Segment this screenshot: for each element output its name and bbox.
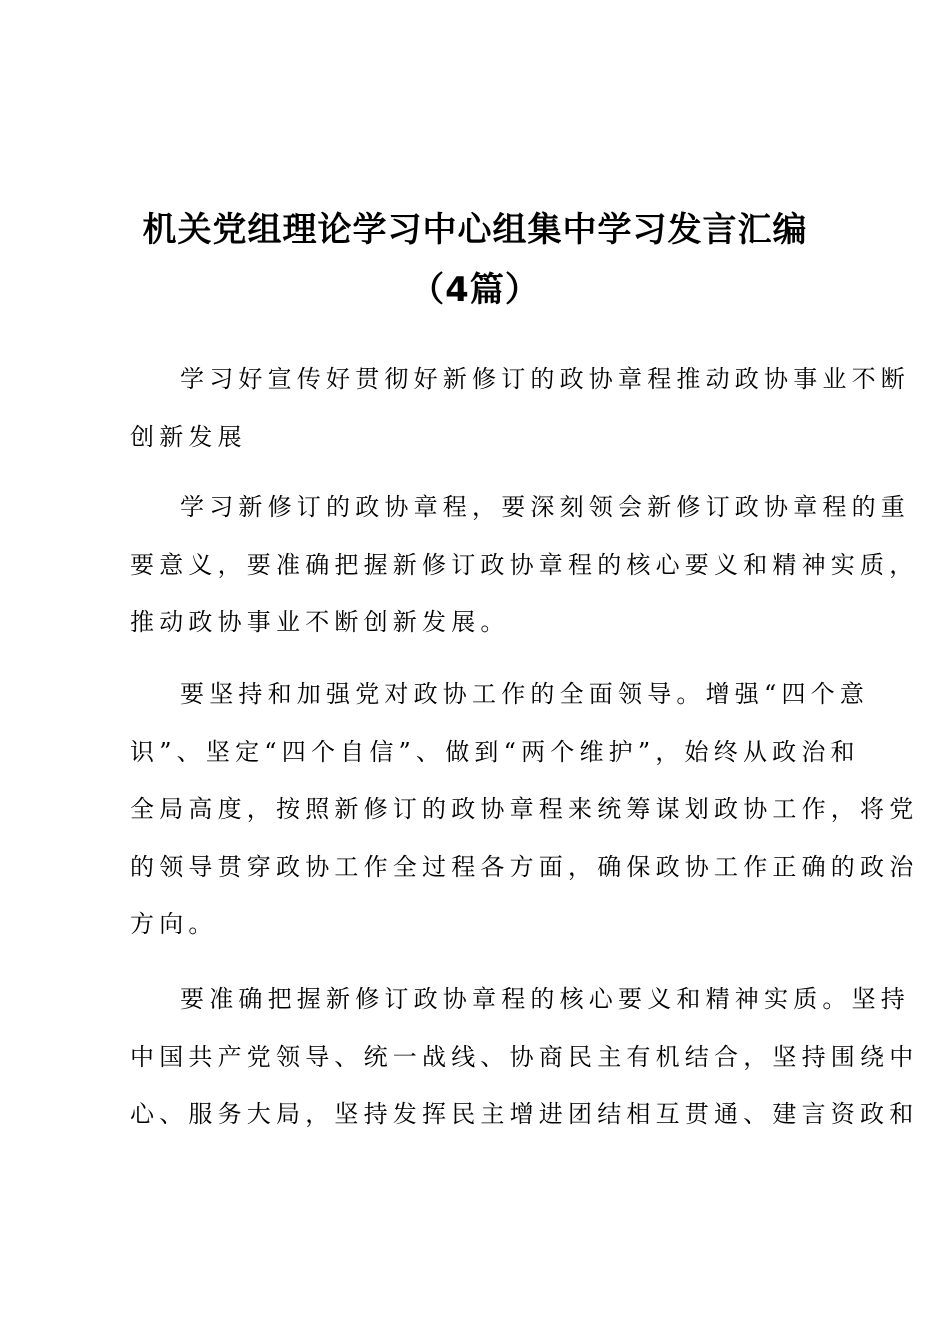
paragraph-line: 全局高度，按照新修订的政协章程来统筹谋划政协工作，将党 [130,795,919,823]
paragraph-line: 学习好宣传好贯彻好新修订的政协章程推动政协事业不断 [180,365,910,393]
paragraph-line: 要坚持和加强党对政协工作的全面领导。增强“四个意 [180,680,870,708]
paragraph-line: 推动政协事业不断创新发展。 [130,608,510,636]
document-subtitle: （4篇） [410,270,540,310]
paragraph-line: 创新发展 [130,422,247,451]
document-title: 机关党组理论学习中心组集中学习发言汇编 [142,210,808,250]
paragraph-line: 中国共产党领导、统一战线、协商民主有机结合，坚持围绕中 [130,1042,919,1071]
paragraph-line: 心、服务大局，坚持发挥民主增进团结相互贯通、建言资政和 [130,1100,919,1128]
paragraph [130,971,919,1144]
paragraph-line: 的领导贯穿政协工作全过程各方面，确保政协工作正确的政治 [130,852,919,881]
paragraph-line: 要准确把握新修订政协章程的核心要义和精神实质。坚持 [180,985,910,1013]
paragraph [130,351,910,466]
paragraph-line: 要意义，要准确把握新修订政协章程的核心要义和精神实质， [130,550,919,579]
paragraph-line: 方向。 [130,910,218,938]
paragraph-line: 学习新修订的政协章程，要深刻领会新修订政协章程的重 [180,493,910,521]
paragraph [130,666,919,954]
paragraph-line: 识”、坚定“四个自信”、做到“两个维护”，始终从政治和 [130,737,860,766]
paragraph [130,479,919,652]
